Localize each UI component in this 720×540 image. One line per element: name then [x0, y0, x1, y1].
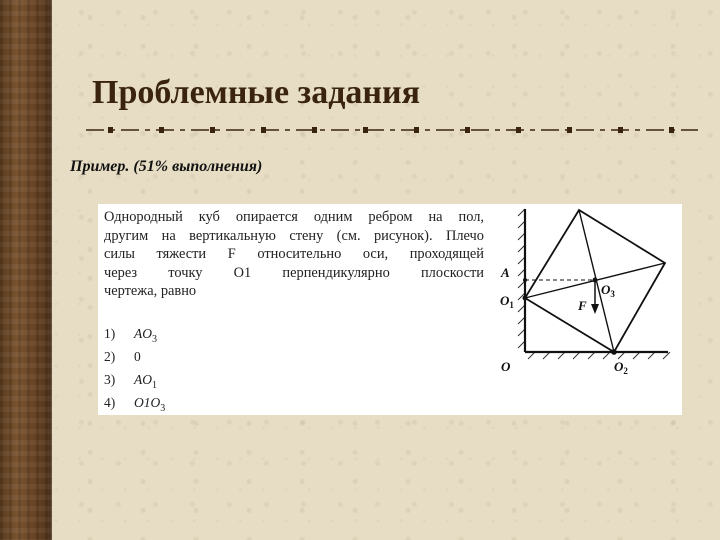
force-arrowhead [591, 304, 599, 314]
label-o2: $O_2$ [614, 359, 628, 376]
answer-number: 3) [104, 371, 116, 387]
point-o2 [611, 349, 617, 355]
label-o: O [501, 359, 511, 374]
answer-number: 1) [104, 325, 116, 341]
problem-line: через точку O1 перпендикулярно плоскости [104, 264, 484, 281]
answer-option-3[interactable] [104, 368, 165, 391]
answer-option-1[interactable] [104, 322, 165, 345]
problem-line: чертежа, равно [104, 283, 197, 299]
answer-list [104, 322, 165, 414]
problem-line: силы тяжести F относительно оси, проходящей [104, 246, 484, 262]
answer-number: 4) [104, 394, 116, 410]
label-f: F [578, 298, 587, 313]
example-subtitle: Пример. (51% выполнения) [70, 158, 263, 175]
point-o1 [523, 296, 528, 301]
point-o3 [593, 278, 598, 283]
problem-card [98, 204, 682, 415]
decorative-wood-strip [0, 0, 52, 540]
label-a: A [501, 265, 510, 280]
label-o3: $O_3$ [601, 282, 615, 299]
answer-option-2[interactable] [104, 345, 165, 368]
answer-value: $AO_1$ [134, 371, 157, 391]
problem-statement [104, 208, 484, 301]
answer-value: 0 [134, 348, 141, 364]
problem-line: другим на вертикальную стену (см. рисунок). Плечо [104, 227, 484, 244]
point-a [523, 278, 527, 282]
answer-value: $O1O_3$ [134, 394, 166, 414]
cube-figure [498, 204, 682, 415]
slide-title: Проблемные задания [92, 74, 420, 111]
answer-option-4[interactable] [104, 391, 165, 414]
problem-line: Однородный куб опирается одним ребром на пол, [104, 209, 484, 225]
title-divider [86, 124, 698, 136]
answer-number: 2) [104, 348, 116, 364]
answer-value: $AO_3$ [134, 325, 157, 345]
label-o1: $O_1$ [500, 293, 514, 310]
